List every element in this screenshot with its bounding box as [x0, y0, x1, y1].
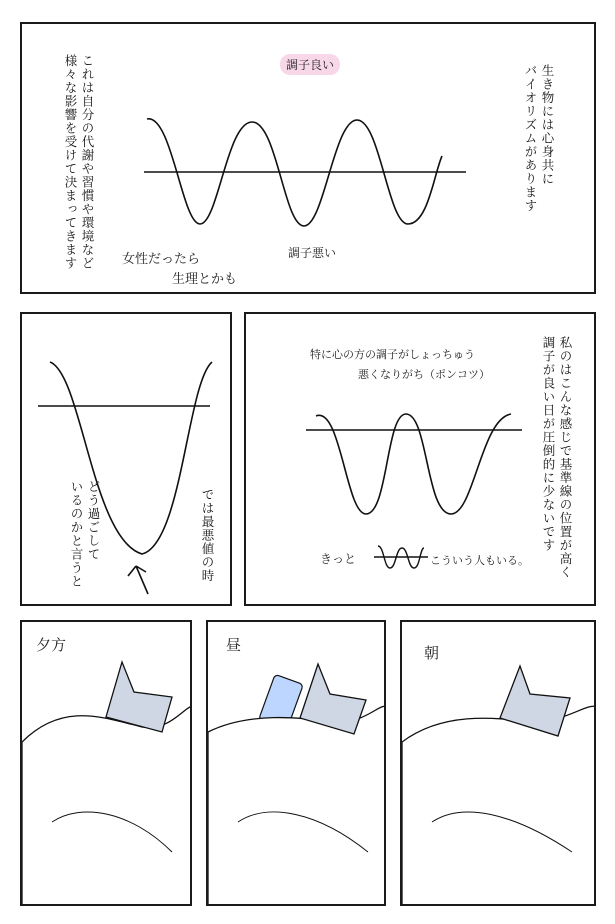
note-line1: 女性だったら — [122, 252, 201, 267]
label-good: 調子良い — [280, 54, 340, 75]
cat-under-blanket-noon — [208, 622, 386, 906]
panel-worst — [20, 312, 232, 606]
note-line2: 生理とかも — [172, 272, 238, 287]
panel1-left-text: これは自分の代謝や習慣や環境など 様々な影響を受けて決まってきます — [63, 54, 95, 270]
panel3-note-1: 特に心の方の調子がしょっちゅう — [310, 348, 475, 361]
panel-noon — [206, 620, 386, 906]
panel3-right-text: 私のはこんな感じで基準線の位置が高く 調子が良い日が圧倒的に少ないです — [541, 336, 573, 579]
panel-biorhythm — [20, 22, 596, 294]
arrow-icon — [128, 566, 148, 594]
kitto-label: きっと — [320, 552, 357, 566]
panel-evening — [20, 620, 192, 906]
panel3-note-2: 悪くなりがち（ポンコツ） — [358, 368, 490, 381]
people-label: こういう人もいる。 — [430, 554, 529, 567]
evening-label: 夕方 — [36, 636, 67, 654]
noon-label: 昼 — [226, 636, 242, 654]
panel1-right-text: 生き物には心身共に バイオリズムがあります — [523, 64, 555, 213]
panel-morning — [400, 620, 596, 906]
panel2-left-text: どう過ごして いるのかと言うと — [69, 480, 101, 588]
panel2-right-text: では最悪値の時 — [200, 488, 215, 583]
morning-label: 朝 — [424, 644, 440, 662]
label-bad: 調子悪い — [288, 246, 337, 260]
panel-mine — [244, 312, 596, 606]
cat-under-blanket-evening — [22, 622, 192, 906]
cat-under-blanket-morning — [402, 622, 596, 906]
